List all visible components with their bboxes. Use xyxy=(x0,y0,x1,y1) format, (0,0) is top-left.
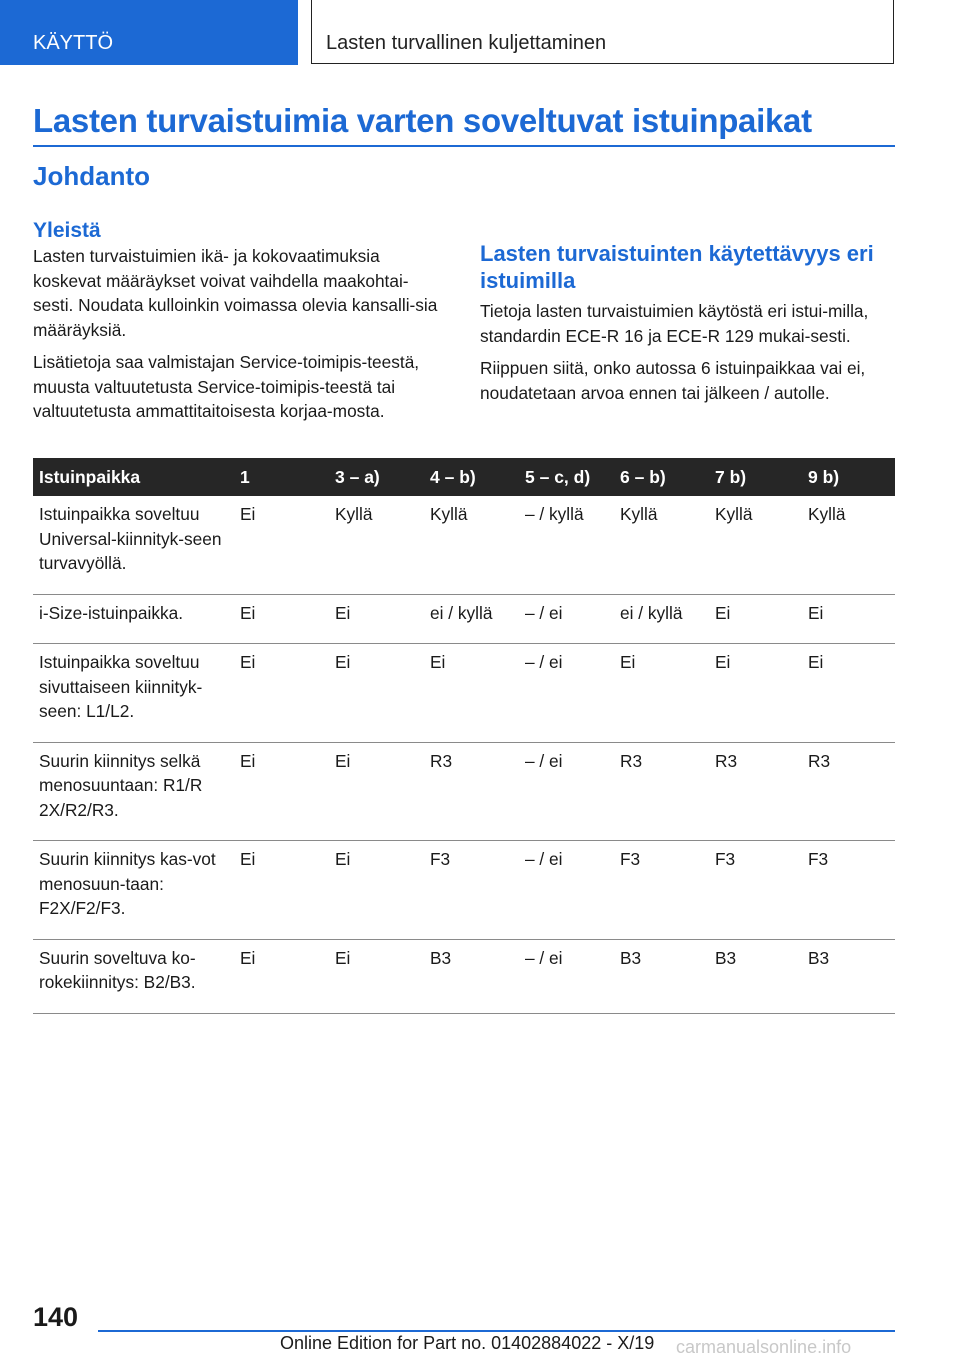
table-cell: Ei xyxy=(329,594,424,644)
footer-edition-text: Online Edition for Part no. 01402884022 - X/19 xyxy=(280,1333,655,1353)
table-cell: Ei xyxy=(614,644,709,743)
seat-suitability-table xyxy=(33,458,895,1014)
footer-watermark: carmanualsonline.info xyxy=(676,1337,852,1357)
table-cell: Ei xyxy=(329,742,424,841)
table-cell: – / ei xyxy=(519,644,614,743)
table-cell: R3 xyxy=(614,742,709,841)
table-cell: – / ei xyxy=(519,841,614,940)
table-row xyxy=(33,939,895,1013)
table-cell: Kyllä xyxy=(709,496,802,594)
table-cell: Ei xyxy=(709,594,802,644)
table-cell: Ei xyxy=(234,742,329,841)
page-number: 140 xyxy=(33,1302,79,1332)
table-cell: R3 xyxy=(709,742,802,841)
table-row xyxy=(33,644,895,743)
table-header-cell: 5 – c, d) xyxy=(519,458,614,496)
page-title: Lasten turvaistuimia varten soveltuvat istuinpaikat xyxy=(33,102,812,139)
table-cell: – / ei xyxy=(519,742,614,841)
table-cell: F3 xyxy=(709,841,802,940)
table-cell: Ei xyxy=(329,644,424,743)
usability-paragraph-2: Riippuen siitä, onko autossa 6 istuinpaikkaa vai ei, noudatetaan arvoa ennen tai jälkeen / autolle. xyxy=(480,358,866,403)
usability-heading: Lasten turvaistuinten käytettävyys eri istuimilla xyxy=(480,241,874,293)
table-cell: Kyllä xyxy=(614,496,709,594)
usability-paragraph-1: Tietoja lasten turvaistuimien käytöstä eri istui-milla, standardin ECE-R 16 ja ECE-R 129 mukai-sesti. xyxy=(480,301,869,346)
header-chapter-box xyxy=(311,0,894,64)
table-cell: ei / kyllä xyxy=(614,594,709,644)
table-header-cell: 9 b) xyxy=(802,458,895,496)
header-section-tab xyxy=(0,0,298,65)
table-cell: Kyllä xyxy=(424,496,519,594)
table-cell: Kyllä xyxy=(329,496,424,594)
table-row xyxy=(33,496,895,594)
table-cell: Ei xyxy=(709,644,802,743)
table-cell: B3 xyxy=(709,939,802,1013)
table-cell: ei / kyllä xyxy=(424,594,519,644)
table-cell: Ei xyxy=(802,644,895,743)
table-row xyxy=(33,841,895,940)
table-cell: Suurin kiinnitys kas-vot menosuun-taan: F2X/F2/F3. xyxy=(33,841,234,940)
table-header-cell: 7 b) xyxy=(709,458,802,496)
table-cell: Ei xyxy=(234,594,329,644)
table-header-cell: Istuinpaikka xyxy=(33,458,234,496)
table-cell: Ei xyxy=(329,939,424,1013)
table-cell: Istuinpaikka soveltuu Universal-kiinnityk-seen turvavyöllä. xyxy=(33,496,234,594)
table-cell: F3 xyxy=(424,841,519,940)
table-cell: B3 xyxy=(424,939,519,1013)
table-row xyxy=(33,594,895,644)
general-paragraph-1: Lasten turvaistuimien ikä- ja kokovaatimuksia koskevat määräykset voivat vaihdella maakohtai-sesti. Noudata kulloinkin voimassa olevia kansalli-sia määräyksiä. xyxy=(33,246,438,340)
table-header-cell: 4 – b) xyxy=(424,458,519,496)
general-paragraph-2: Lisätietoja saa valmistajan Service-toimipis-teestä, muusta valtuutetusta Service-toimipis-teestä tai valtuutetusta ammattitaitoisesta korjaa-mosta. xyxy=(33,352,420,421)
table-cell: i-Size-istuinpaikka. xyxy=(33,594,234,644)
table-header-cell: 1 xyxy=(234,458,329,496)
section-title: Johdanto xyxy=(33,161,150,191)
table-cell: R3 xyxy=(802,742,895,841)
table-cell: – / ei xyxy=(519,939,614,1013)
table-cell: B3 xyxy=(802,939,895,1013)
table-header-cell: 3 – a) xyxy=(329,458,424,496)
table-cell: Ei xyxy=(329,841,424,940)
general-heading: Yleistä xyxy=(33,219,101,242)
table-cell: F3 xyxy=(614,841,709,940)
table-header-cell: 6 – b) xyxy=(614,458,709,496)
table-cell: – / kyllä xyxy=(519,496,614,594)
header-chapter-title: Lasten turvallinen kuljettaminen xyxy=(326,32,607,54)
table-cell: Kyllä xyxy=(802,496,895,594)
table-cell: F3 xyxy=(802,841,895,940)
table-cell: Ei xyxy=(802,594,895,644)
table-cell: B3 xyxy=(614,939,709,1013)
header-section-label: KÄYTTÖ xyxy=(33,32,114,54)
table-cell: Suurin kiinnitys selkä menosuuntaan: R1/R 2X/R2/R3. xyxy=(33,742,234,841)
table-cell: Ei xyxy=(234,841,329,940)
table-cell: Ei xyxy=(234,496,329,594)
table-header-row xyxy=(33,458,895,496)
table-cell: – / ei xyxy=(519,594,614,644)
table-cell: Istuinpaikka soveltuu sivuttaiseen kiinnityk-seen: L1/L2. xyxy=(33,644,234,743)
general-section xyxy=(33,218,448,432)
table-cell: R3 xyxy=(424,742,519,841)
table-cell: Ei xyxy=(234,644,329,743)
table-cell: Suurin soveltuva ko-rokekiinnitys: B2/B3. xyxy=(33,939,234,1013)
table-cell: Ei xyxy=(234,939,329,1013)
usability-section xyxy=(480,240,898,413)
title-divider xyxy=(33,145,895,147)
table-row xyxy=(33,742,895,841)
table-cell: Ei xyxy=(424,644,519,743)
footer-divider xyxy=(98,1330,895,1332)
